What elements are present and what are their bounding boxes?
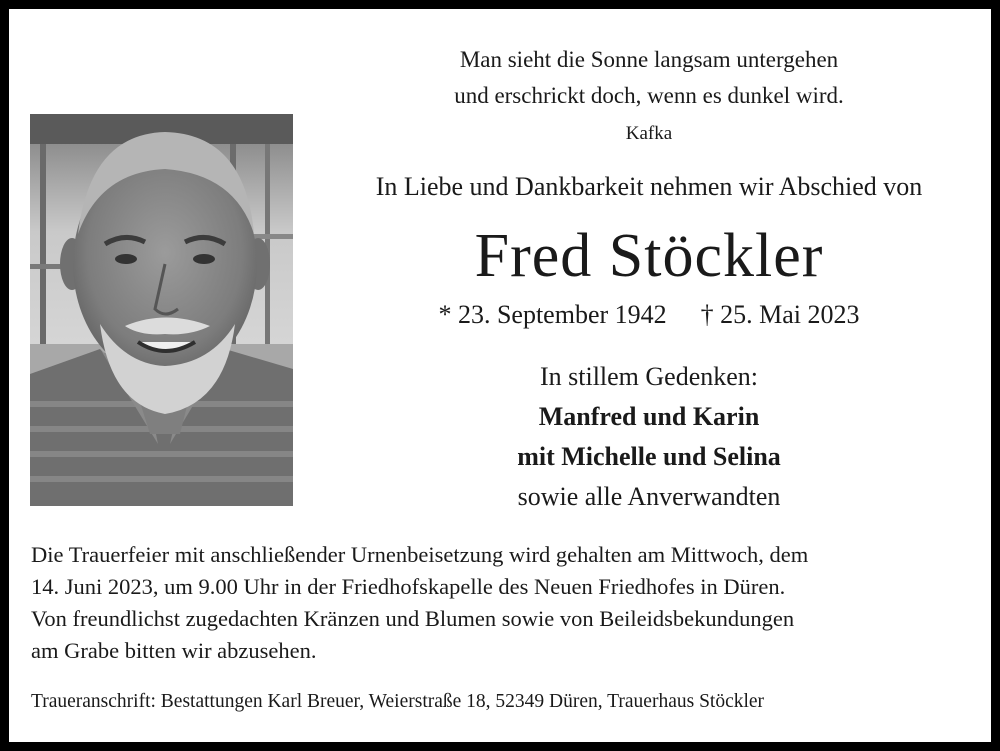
farewell-lead: In Liebe und Dankbarkeit nehmen wir Abschied von <box>375 172 923 201</box>
ceremony-details <box>31 539 981 667</box>
life-dates <box>309 300 989 330</box>
death-date: † 25. Mai 2023 <box>700 300 860 329</box>
ceremony-line-2: 14. Juni 2023, um 9.00 Uhr in der Friedhofskapelle des Neuen Friedhofes in Düren. <box>31 574 786 599</box>
mourner-line-2: mit Michelle und Selina <box>517 442 781 471</box>
ceremony-line-3: Von freundlichst zugedachten Kränzen und Blumen sowie von Beileidsbekundungen <box>31 606 795 631</box>
quote-author: Kafka <box>625 123 673 144</box>
ceremony-line-4: am Grabe bitten wir abzusehen. <box>31 638 317 663</box>
mourner-line-1: Manfred und Karin <box>538 402 760 431</box>
quote-line-2: und erschrickt doch, wenn es dunkel wird. <box>454 83 844 108</box>
mourning-intro: In stillem Gedenken: <box>539 362 759 391</box>
mourning-address: Traueranschrift: Bestattungen Karl Breuer, Weierstraße 18, 52349 Düren, Trauerhaus Stöckler <box>31 691 765 712</box>
quote-line-1: Man sieht die Sonne langsam untergehen <box>459 47 839 72</box>
relatives-line: sowie alle Anverwandten <box>517 482 781 511</box>
ceremony-line-1: Die Trauerfeier mit anschließender Urnenbeisetzung wird gehalten am Mittwoch, dem <box>31 542 809 567</box>
portrait-photo <box>30 114 293 506</box>
birth-date: * 23. September 1942 <box>438 300 667 329</box>
deceased-name: Fred Stöckler <box>474 222 824 290</box>
